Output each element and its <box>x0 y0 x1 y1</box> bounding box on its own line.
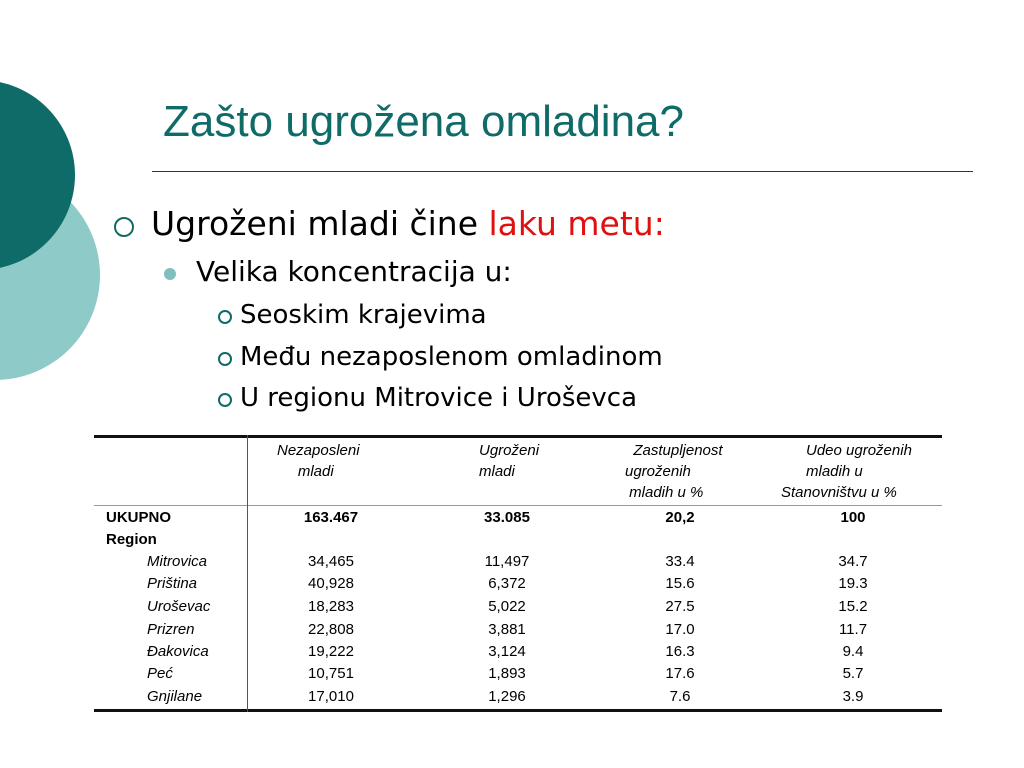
cell-value: 3.9 <box>842 688 864 705</box>
column-header-share-percent: Zastupljenost ugroženih mladih u % <box>625 442 723 501</box>
cell-value: 40,928 <box>308 575 354 592</box>
title-underline <box>152 171 973 172</box>
column-header-endangered: Ugroženi mladi <box>479 442 540 480</box>
cell-value: 3,881 <box>488 621 526 638</box>
cell-value: 6,372 <box>488 575 526 592</box>
cell-value: 19.3 <box>838 575 868 592</box>
table-top-rule <box>94 435 942 438</box>
cell-value: 163.467 <box>303 509 359 526</box>
hollow-circle-bullet-icon <box>218 352 232 366</box>
table-row <box>94 551 942 573</box>
cell-value: 19,222 <box>308 643 354 660</box>
bullet-level2-text: Velika koncentracija u: <box>196 255 512 288</box>
row-label: UKUPNO <box>106 509 172 526</box>
table-row-region-header <box>94 529 942 551</box>
cell-value: 5.7 <box>842 665 864 682</box>
row-label: Priština <box>147 575 198 592</box>
row-label: Peć <box>147 665 173 682</box>
cell-value: 27.5 <box>665 598 695 615</box>
bullet-level1-text: Ugroženi mladi čine <box>151 204 489 243</box>
cell-value: 18,283 <box>308 598 354 615</box>
cell-value: 5,022 <box>488 598 526 615</box>
row-label: Region <box>106 531 157 548</box>
cell-value: 100 <box>840 509 866 526</box>
hollow-circle-bullet-icon <box>114 217 134 237</box>
cell-value: 34.7 <box>838 553 868 570</box>
bullet-level3 <box>240 383 637 413</box>
cell-value: 11.7 <box>838 621 868 638</box>
slide-title: Zašto ugrožena omladina? <box>163 97 684 146</box>
hollow-circle-bullet-icon <box>218 310 232 324</box>
youth-statistics-table <box>94 435 942 712</box>
cell-value: 22,808 <box>308 621 354 638</box>
cell-value: 9.4 <box>842 643 864 660</box>
table-header-rule <box>94 505 942 506</box>
cell-value: 17,010 <box>308 688 354 705</box>
table-row <box>94 596 942 618</box>
cell-value: 1,296 <box>488 688 526 705</box>
cell-value: 33.4 <box>665 553 695 570</box>
cell-value: 10,751 <box>308 665 354 682</box>
row-label: Gnjilane <box>147 688 203 705</box>
cell-value: 17.6 <box>665 665 695 682</box>
filled-dot-bullet-icon <box>164 268 176 280</box>
cell-value: 11,497 <box>484 553 530 570</box>
cell-value: 17.0 <box>665 621 695 638</box>
cell-value: 15.2 <box>838 598 868 615</box>
cell-value: 15.6 <box>665 575 695 592</box>
column-header-population-share: Udeo ugroženih mladih u Stanovništvu u % <box>781 442 912 501</box>
table-row <box>94 619 942 641</box>
table-row-total <box>94 507 942 529</box>
column-header-unemployed: Nezaposleni mladi <box>277 442 360 480</box>
cell-value: 7.6 <box>669 688 691 705</box>
hollow-circle-bullet-icon <box>218 393 232 407</box>
table-row <box>94 686 942 708</box>
bullet-level3 <box>240 342 663 372</box>
cell-value: 33.085 <box>484 509 530 526</box>
row-label: Đakovica <box>147 643 209 660</box>
table-row <box>94 573 942 595</box>
cell-value: 34,465 <box>308 553 354 570</box>
cell-value: 20,2 <box>665 509 695 526</box>
bullet-level3-text: U regionu Mitrovice i Uroševca <box>240 383 638 413</box>
bullet-level2 <box>164 255 512 288</box>
bullet-level1 <box>115 204 665 243</box>
row-label: Uroševac <box>147 598 211 615</box>
cell-value: 16.3 <box>665 643 695 660</box>
bullet-level3 <box>240 300 487 330</box>
cell-value: 3,124 <box>488 643 526 660</box>
table-bottom-rule <box>94 709 942 712</box>
row-label: Mitrovica <box>147 553 208 570</box>
table-row <box>94 641 942 663</box>
bullet-level1-accent: laku metu: <box>488 204 665 243</box>
bullet-level3-text: Među nezaposlenom omladinom <box>240 342 663 372</box>
cell-value: 1,893 <box>488 665 526 682</box>
row-label: Prizren <box>147 621 195 638</box>
bullet-level3-text: Seoskim krajevima <box>240 300 487 330</box>
table-row <box>94 663 942 685</box>
